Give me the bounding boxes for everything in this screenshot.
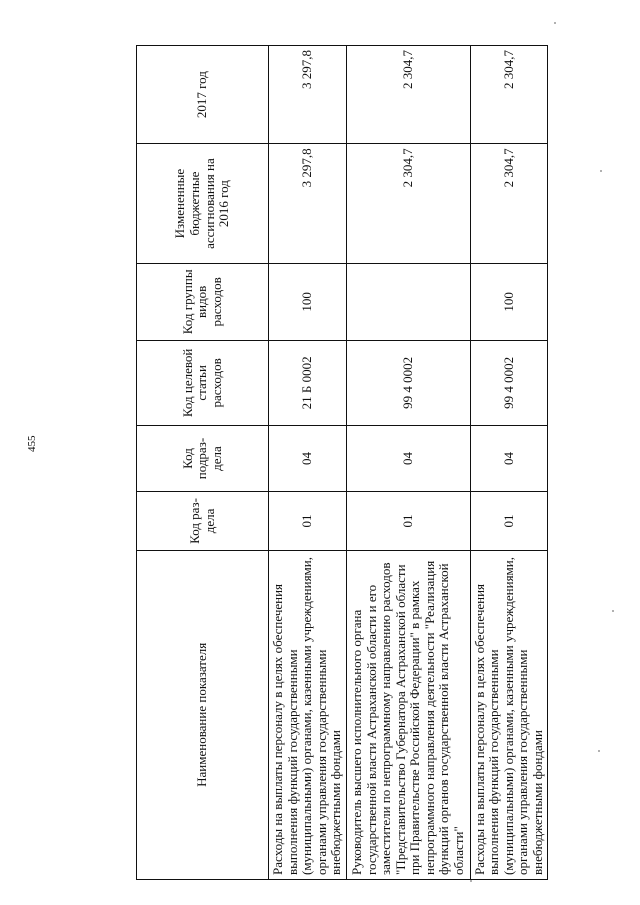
rotated-page-content <box>136 45 545 880</box>
row-name: Расходы на выплаты персоналу в целях обеспечения выполнения функций государственными (муниципальными) органами, казенными учреждениями, органами управления государственными внебюджетными фондами <box>269 550 347 879</box>
page-number: 455 <box>26 435 38 452</box>
header-podrazdel: Код подраз-дела <box>137 425 269 491</box>
row-razdel: 01 <box>346 492 470 550</box>
row-gruppa: 100 <box>269 263 347 340</box>
row-razdel: 01 <box>470 492 548 550</box>
row-assign2016: 3 297,8 <box>269 144 347 264</box>
row-podrazdel: 04 <box>346 425 470 491</box>
row-podrazdel: 04 <box>269 425 347 491</box>
header-statya: Код целевой статьи расходов <box>137 340 269 425</box>
scan-speck <box>554 22 556 24</box>
row-2017: 2 304,7 <box>346 46 470 144</box>
row-gruppa <box>346 263 470 340</box>
row-podrazdel: 04 <box>470 425 548 491</box>
row-2017: 2 304,7 <box>470 46 548 144</box>
scan-speck <box>470 880 472 882</box>
scan-speck <box>598 750 600 752</box>
row-statya: 99 4 0002 <box>346 340 470 425</box>
table-row <box>269 46 347 880</box>
row-name: Расходы на выплаты персоналу в целях обеспечения выполнения функций государственными (муниципальными) органами, казенными учреждениями, органами управления государственными внебюджетными фондами <box>470 550 548 879</box>
row-2017: 3 297,8 <box>269 46 347 144</box>
scan-speck <box>600 170 602 172</box>
header-razdel: Код раз-дела <box>137 492 269 550</box>
row-assign2016: 2 304,7 <box>470 144 548 264</box>
scan-speck <box>612 610 614 612</box>
header-gruppa: Код группы видов расходов <box>137 263 269 340</box>
budget-table <box>136 45 548 880</box>
table-row <box>346 46 470 880</box>
header-2017: 2017 год <box>137 46 269 144</box>
row-statya: 21 Б 0002 <box>269 340 347 425</box>
header-assign2016: Измененные бюджетные ассигнования на 2016 год <box>137 144 269 264</box>
row-razdel: 01 <box>269 492 347 550</box>
row-assign2016: 2 304,7 <box>346 144 470 264</box>
row-name: Руководитель высшего исполнительного органа государственной власти Астраханской области и его заместители по непрограммному направлению расходов "Представительство Губернатора Астраханской области при Правительстве Российской Федерации" в рамках непрограммного направления деятельности "Реализация функций органов государственной власти Астраханской области" <box>346 550 470 879</box>
row-gruppa: 100 <box>470 263 548 340</box>
table-header-row <box>137 46 269 880</box>
header-name: Наименование показателя <box>137 550 269 879</box>
table-row <box>470 46 548 880</box>
row-statya: 99 4 0002 <box>470 340 548 425</box>
